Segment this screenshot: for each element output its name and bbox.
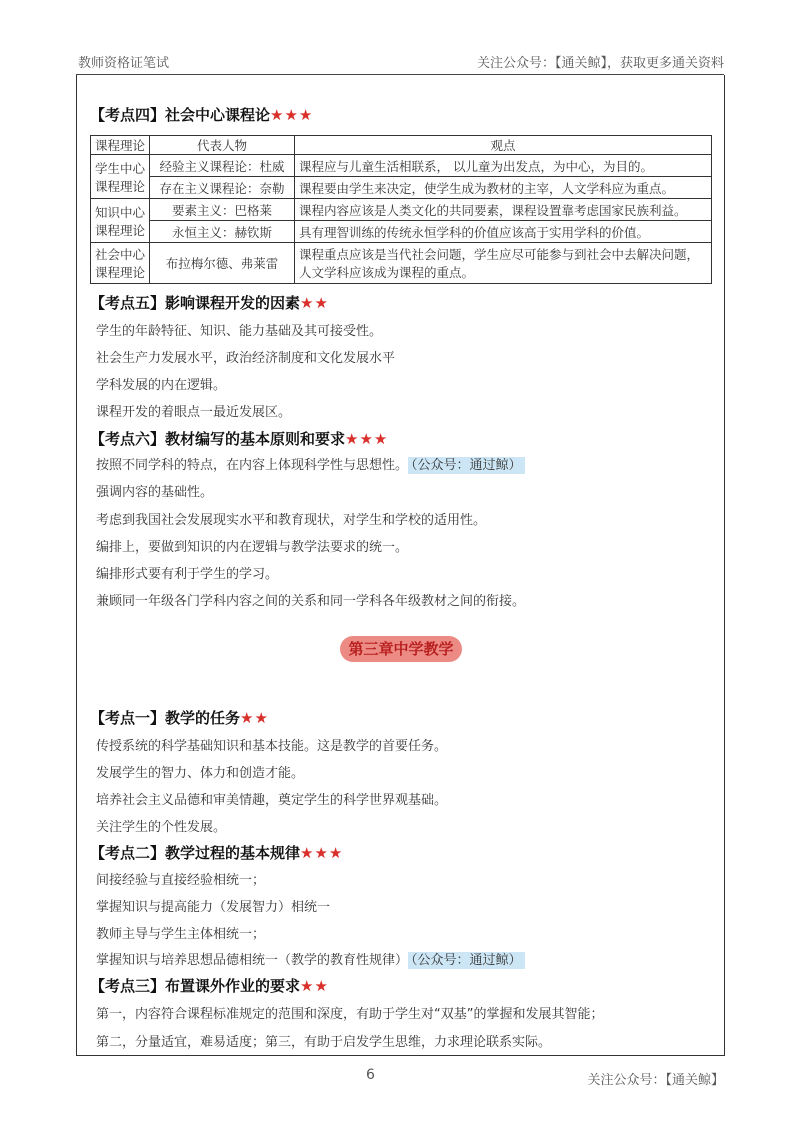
list-item: 社会生产力发展水平，政治经济制度和文化发展水平 (96, 351, 396, 366)
list-item: 掌握知识与培养思想品德相统一（教学的教育性规律） （公众号：通过鲸） (96, 949, 525, 968)
list-item: 强调内容的基础性。 (96, 485, 214, 500)
col-header-view: 观点 (295, 136, 712, 155)
c3-section-3-title: 【考点三】布置课外作业的要求★★ (90, 977, 329, 995)
list-item: 考虑到我国社会发展现实水平和教育现状，对学生和学校的适用性。 (96, 513, 487, 528)
curriculum-theory-table (90, 135, 712, 284)
group-society-center: 社会中心课程理论 (91, 243, 150, 284)
list-item: 培养社会主义品德和审美情趣，奠定学生的科学世界观基础。 (96, 793, 448, 808)
list-item: 编排上，要做到知识的内在逻辑与教学法要求的统一。 (96, 540, 409, 555)
section-4-title: 【考点四】社会中心课程论★★★ (90, 106, 314, 124)
star-rating: ★★★ (345, 430, 389, 448)
table-cell: 具有理智训练的传统永恒学科的价值应该高于实用学科的价值。 (295, 221, 712, 243)
list-item: 课程开发的着眼点一最近发展区。 (96, 405, 292, 420)
list-item: 按照不同学科的特点，在内容上体现科学性与思想性。 （公众号：通过鲸） (96, 454, 525, 473)
star-rating: ★★ (300, 294, 329, 312)
table-cell: 布拉梅尔德、弗莱雷 (150, 243, 295, 284)
footer-right: 关注公众号：【通关鲸】 (587, 1073, 724, 1088)
list-item: 编排形式要有利于学生的学习。 (96, 567, 279, 582)
star-rating: ★★★ (270, 106, 314, 124)
list-item: 兼顾同一年级各门学科内容之间的关系和同一学科各年级教材之间的衔接。 (96, 594, 526, 609)
highlight-tag: （公众号：通过鲸） (408, 952, 525, 969)
col-header-rep: 代表人物 (150, 136, 295, 155)
list-item: 传授系统的科学基础知识和基本技能。这是教学的首要任务。 (96, 739, 448, 754)
group-knowledge-center: 知识中心课程理论 (91, 199, 150, 243)
table-cell: 要素主义：巴格莱 (150, 199, 295, 221)
table-cell: 课程内容应该是人类文化的共同要素，课程设置靠考虑国家民族利益。 (295, 199, 712, 221)
star-rating: ★★ (240, 709, 269, 727)
c3-section-2-title: 【考点二】教学过程的基本规律★★★ (90, 844, 344, 862)
table-cell: 永恒主义：赫钦斯 (150, 221, 295, 243)
header-right: 关注公众号：【通关鲸】，获取更多通关资料 (476, 56, 724, 71)
list-item: 第二，分量适宜，难易适度；第三，有助于启发学生思维，力求理论联系实际。 (96, 1035, 552, 1050)
list-item: 教师主导与学生主体相统一； (96, 927, 266, 942)
star-rating: ★★★ (300, 844, 344, 862)
table-cell: 存在主义课程论：奈勒 (150, 177, 295, 199)
table-cell: 经验主义课程论：杜威 (150, 155, 295, 177)
star-rating: ★★ (300, 977, 329, 995)
section-5-title: 【考点五】影响课程开发的因素★★ (90, 294, 329, 312)
list-item: 学科发展的内在逻辑。 (96, 378, 227, 393)
table-cell: 课程应与儿童生活相联系， 以儿童为出发点，为中心，为目的。 (295, 155, 712, 177)
list-item: 学生的年龄特征、知识、能力基础及其可接受性。 (96, 324, 383, 339)
table-cell: 课程要由学生来决定，使学生成为教材的主宰，人文学科应为重点。 (295, 177, 712, 199)
table-cell: 课程重点应该是当代社会问题，学生应尽可能参与到社会中去解决问题，人文学科应该成为课程的重点。 (295, 243, 712, 284)
list-item: 关注学生的个性发展。 (96, 820, 227, 835)
section-6-title: 【考点六】教材编写的基本原则和要求★★★ (90, 430, 389, 448)
chapter-badge: 第三章中学教学 (340, 636, 462, 662)
list-item: 间接经验与直接经验相统一； (96, 873, 266, 888)
page-number: 6 (366, 1067, 375, 1083)
c3-section-1-title: 【考点一】教学的任务★★ (90, 709, 269, 727)
group-student-center: 学生中心课程理论 (91, 155, 150, 199)
header-left: 教师资格证笔试 (78, 56, 170, 71)
list-item: 发展学生的智力、体力和创造才能。 (96, 766, 305, 781)
col-header-theory: 课程理论 (91, 136, 150, 155)
list-item: 第一，内容符合课程标准规定的范围和深度，有助于学生对“双基”的掌握和发展其智能； (96, 1007, 604, 1022)
highlight-tag: （公众号：通过鲸） (408, 457, 525, 474)
list-item: 掌握知识与提高能力（发展智力）相统一 (96, 900, 331, 915)
